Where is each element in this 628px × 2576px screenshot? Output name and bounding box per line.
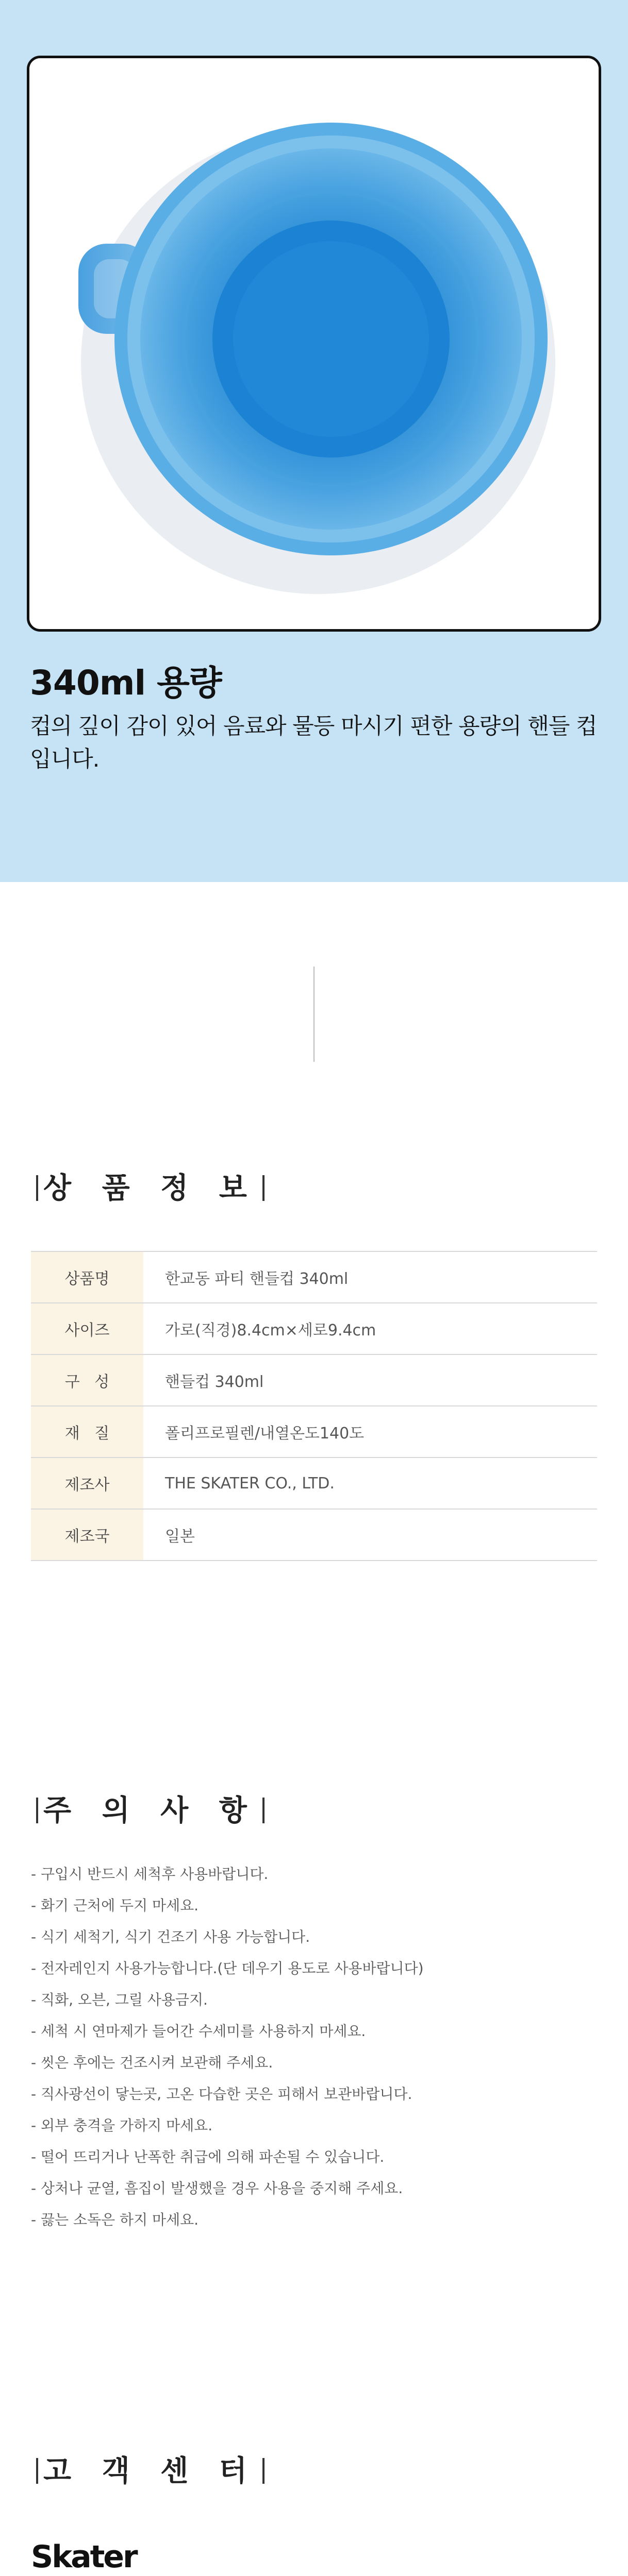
heading-bar-left [36, 1798, 38, 1823]
list-item: - 직사광선이 닿는곳, 고온 다습한 곳은 피해서 보관바랍니다. [31, 2086, 412, 2103]
product-info-heading-text: 상 품 정 보 [43, 1172, 257, 1205]
list-item: - 외부 충격을 가하지 마세요. [31, 2117, 213, 2134]
skater-logo: Skater [31, 2539, 137, 2575]
table-value: 가로(직경)8.4cm×세로9.4cm [165, 1321, 376, 1340]
list-item: - 화기 근처에 두지 마세요. [31, 1897, 199, 1914]
customer-center-heading [31, 2448, 270, 2489]
hero-description: 컵의 깊이 감이 있어 음료와 물등 마시기 편한 용량의 핸들 컵입니다. [30, 714, 597, 772]
hero-section [0, 0, 628, 882]
list-item: - 끓는 소독은 하지 마세요. [31, 2211, 199, 2228]
customer-center-heading-text: 고 객 센 터 [43, 2454, 257, 2488]
table-row [31, 1510, 597, 1561]
caution-heading-text: 주 의 사 항 [43, 1794, 257, 1827]
hero-title: 340ml 용량 [30, 663, 222, 703]
list-item: - 전자레인지 사용가능합니다.(단 데우기 용도로 사용바랍니다) [31, 1960, 424, 1977]
list-item: - 떨어 뜨리거나 난폭한 취급에 의해 파손될 수 있습니다. [31, 2148, 385, 2165]
table-key: 재 질 [31, 1406, 143, 1457]
table-key: 상품명 [31, 1252, 143, 1302]
product-photo-cup-top-view [27, 56, 601, 632]
table-value: THE SKATER CO., LTD. [165, 1474, 335, 1493]
heading-bar-right [262, 1175, 265, 1201]
table-key: 제조국 [31, 1510, 143, 1560]
product-info-heading [31, 1165, 270, 1207]
heading-bar-left [36, 1175, 38, 1201]
caution-heading [31, 1788, 270, 1829]
table-value: 핸들컵 340ml [165, 1373, 264, 1391]
list-item: - 직화, 오븐, 그릴 사용금지. [31, 1991, 208, 2008]
divider-line [313, 967, 315, 1062]
list-item: - 세척 시 연마제가 들어간 수세미를 사용하지 마세요. [31, 2023, 366, 2040]
list-item: - 구입시 반드시 세척후 사용바랍니다. [31, 1866, 269, 1883]
list-item: - 상처나 균열, 흠집이 발생했을 경우 사용을 중지해 주세요. [31, 2180, 403, 2197]
heading-bar-left [36, 2458, 38, 2484]
product-info-table [31, 1251, 597, 1561]
table-row [31, 1458, 597, 1510]
cup-illustration [29, 58, 599, 629]
heading-bar-right [262, 1798, 265, 1823]
heading-bar-right [262, 2458, 265, 2484]
table-key: 제조사 [31, 1458, 143, 1509]
table-row [31, 1252, 597, 1303]
table-row [31, 1406, 597, 1458]
table-row [31, 1303, 597, 1355]
table-key: 구 성 [31, 1355, 143, 1405]
table-value: 한교동 파티 핸들컵 340ml [165, 1270, 349, 1288]
list-item: - 식기 세척기, 식기 건조기 사용 가능합니다. [31, 1928, 310, 1945]
list-item: - 씻은 후에는 건조시켜 보관해 주세요. [31, 2054, 273, 2071]
caution-list [31, 1864, 598, 2241]
table-value: 폴리프로필렌/내열온도140도 [165, 1425, 365, 1443]
table-value: 일본 [165, 1528, 195, 1546]
table-key: 사이즈 [31, 1303, 143, 1354]
table-row [31, 1355, 597, 1406]
